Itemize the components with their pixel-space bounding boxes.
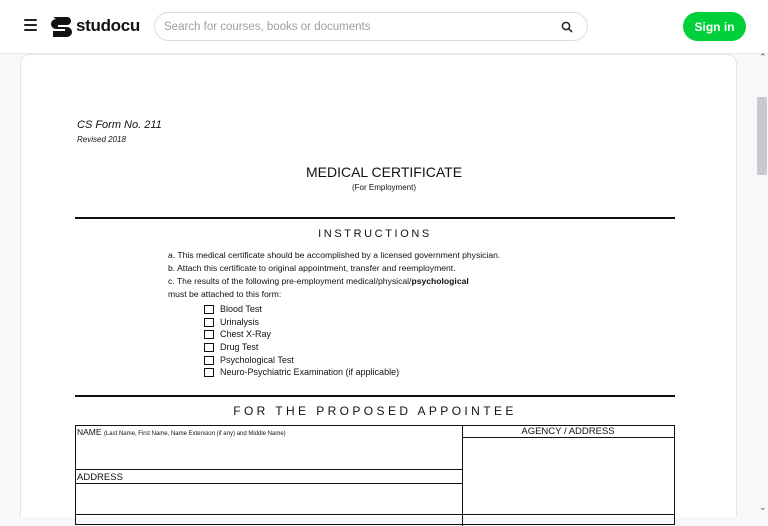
sign-in-button[interactable]: Sign in	[683, 12, 746, 41]
checkbox	[204, 330, 214, 339]
studocu-logo[interactable]	[50, 12, 140, 40]
instruction-b: b. Attach this certificate to original appointment, transfer and reemployment.	[168, 263, 456, 273]
checklist-label: Chest X-Ray	[220, 329, 272, 340]
checklist	[204, 303, 399, 379]
scrollbar-thumb[interactable]	[757, 97, 767, 175]
name-label	[77, 427, 286, 437]
checkbox	[204, 343, 214, 352]
appointee-table	[75, 425, 675, 525]
revised-date: Revised 2018	[77, 135, 126, 144]
scroll-down-icon[interactable]: ⌄	[759, 502, 767, 512]
instruction-a: a. This medical certificate should be accomplished by a licensed government physician.	[168, 250, 501, 260]
studocu-logo-icon	[50, 14, 72, 38]
checklist-label: Psychological Test	[220, 354, 294, 365]
document-subtitle: (For Employment)	[351, 183, 416, 192]
list-item	[204, 303, 399, 316]
name-label-text: NAME	[77, 427, 102, 437]
checklist-label: Drug Test	[220, 342, 259, 353]
table-divider	[76, 469, 462, 470]
instruction-c-bold: psychological	[411, 276, 469, 286]
search-icon[interactable]	[561, 21, 573, 33]
checkbox	[204, 356, 214, 365]
scroll-up-icon[interactable]: ⌃	[759, 52, 767, 62]
list-item	[204, 316, 399, 329]
name-hint: (Last Name, First Name, Name Extension (if any) and Middle Name)	[103, 431, 286, 437]
checklist-label: Blood Test	[220, 304, 262, 314]
hamburger-menu-icon[interactable]	[24, 18, 38, 32]
table-divider	[462, 426, 463, 526]
form-number: CS Form No. 211	[77, 119, 162, 131]
checklist-label: Neuro-Psychiatric Examination (if applicable)	[220, 367, 400, 378]
instruction-c-text: c. The results of the following pre-employment medical/physical/	[168, 276, 412, 286]
list-item	[204, 366, 399, 379]
appointee-heading: FOR THE PROPOSED APPOINTEE	[233, 404, 517, 418]
table-divider	[76, 514, 674, 515]
address-label: ADDRESS	[77, 472, 123, 483]
list-item	[204, 354, 399, 367]
instruction-c-continued: must be attached to this form:	[168, 289, 282, 299]
document-title: MEDICAL CERTIFICATE	[305, 164, 463, 180]
divider	[75, 217, 675, 219]
agency-address-label: AGENCY / ADDRESS	[521, 426, 615, 437]
checklist-label: Urinalysis	[220, 316, 260, 327]
list-item	[204, 341, 399, 354]
list-item	[204, 328, 399, 341]
divider	[75, 395, 675, 397]
top-bar	[0, 0, 768, 54]
checkbox	[204, 318, 214, 327]
search-input[interactable]	[164, 17, 544, 37]
logo-text: studocu	[76, 16, 141, 35]
checkbox	[204, 305, 214, 314]
search-bar[interactable]	[154, 12, 588, 41]
table-divider	[76, 483, 462, 484]
checkbox	[204, 368, 214, 377]
table-divider	[462, 437, 674, 438]
instructions-heading: INSTRUCTIONS	[318, 228, 432, 240]
instruction-c	[168, 275, 469, 288]
